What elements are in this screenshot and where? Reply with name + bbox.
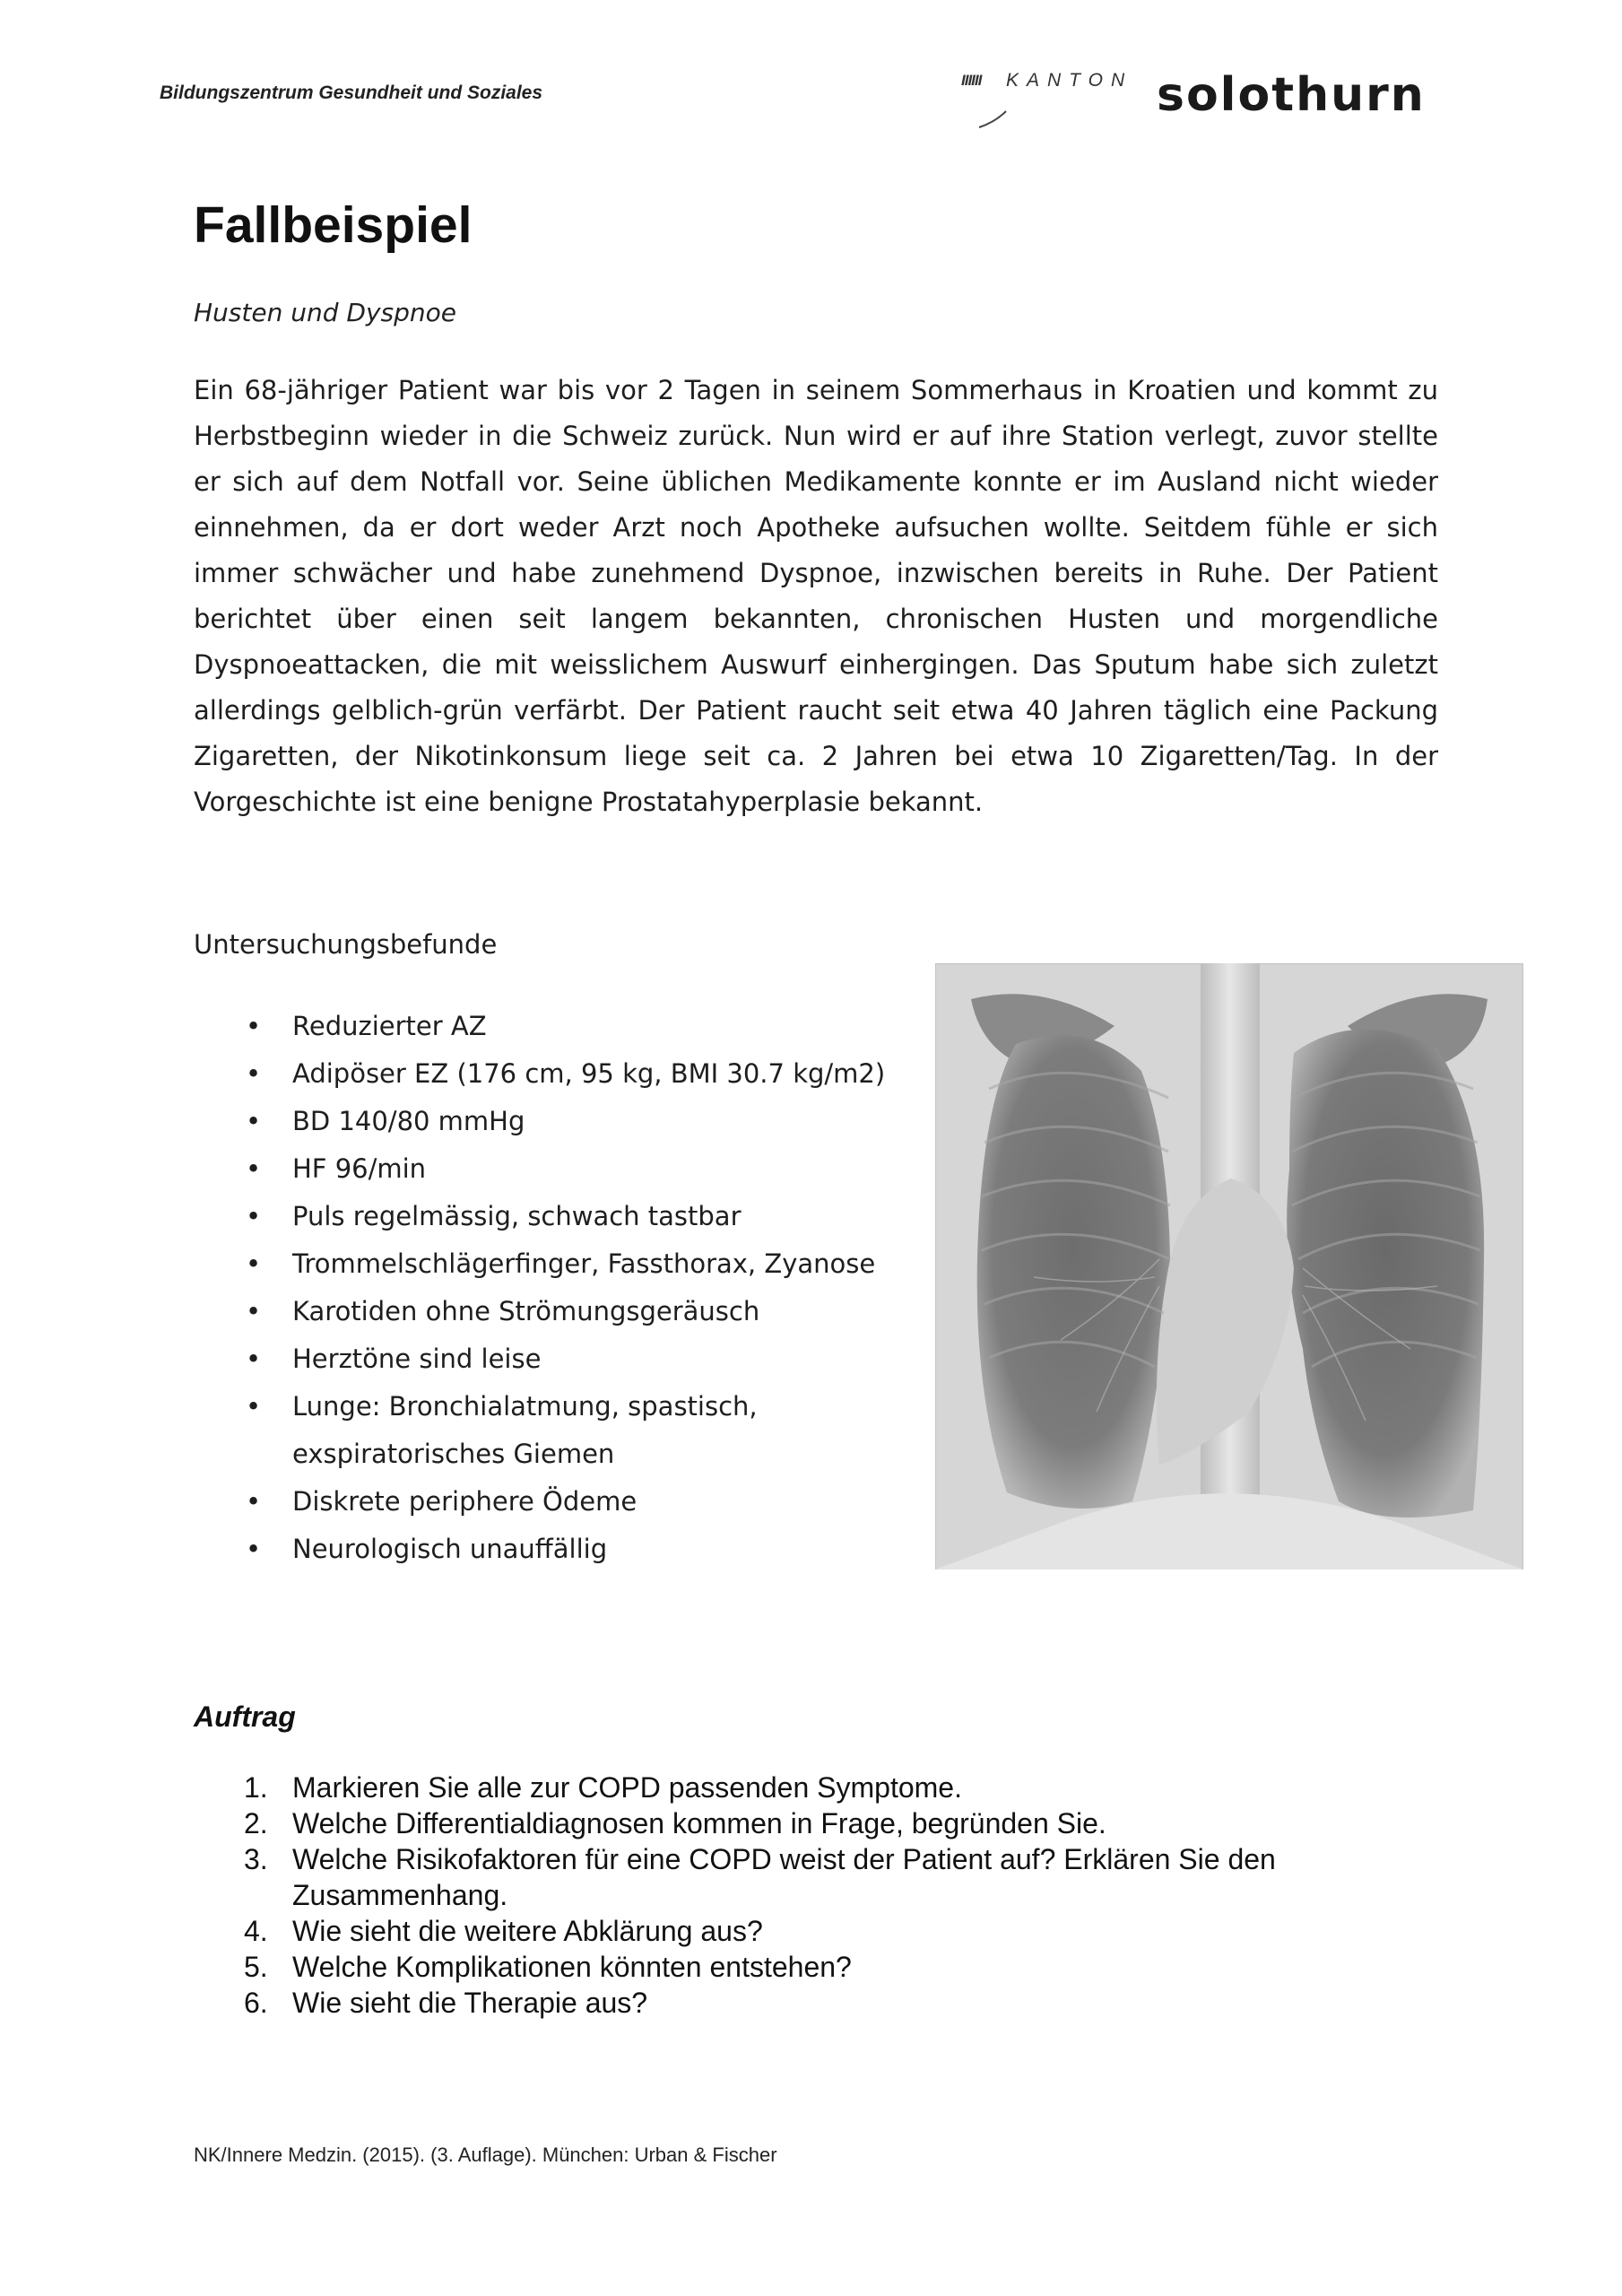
chest-xray-image	[935, 963, 1523, 1570]
list-item	[194, 1050, 938, 1098]
finding-text: Puls regelmässig, schwach tastbar	[292, 1201, 742, 1231]
finding-text: Neurologisch unauffällig	[292, 1534, 608, 1564]
list-item	[194, 1003, 938, 1050]
list-item	[194, 1805, 1359, 1841]
task-heading: Auftrag	[194, 1700, 296, 1733]
page-title: Fallbeispiel	[194, 196, 473, 254]
logo-swoosh-icon	[961, 59, 1445, 140]
bullet-icon: •	[246, 1106, 262, 1136]
bullet-icon: •	[246, 1486, 262, 1517]
list-item	[194, 1526, 938, 1573]
finding-text: BD 140/80 mmHg	[292, 1106, 525, 1136]
list-item	[194, 1288, 938, 1335]
logo-stripes: IIIIII	[961, 72, 982, 89]
bullet-icon: •	[246, 1296, 262, 1326]
bullet-icon: •	[246, 1344, 262, 1374]
finding-text: Lunge: Bronchialatmung, spastisch, exspiratorisches Giemen	[292, 1391, 758, 1469]
task-text: Welche Komplikationen könnten entstehen?	[292, 1951, 852, 1983]
task-text: Welche Differentialdiagnosen kommen in Frage, begründen Sie.	[292, 1807, 1106, 1839]
bullet-icon: •	[246, 1391, 262, 1422]
kanton-solothurn-logo	[961, 59, 1445, 140]
bullet-icon: •	[246, 1153, 262, 1184]
logo-solothurn: solothurn	[1157, 68, 1426, 122]
task-text: Welche Risikofaktoren für eine COPD weist der Patient auf? Erklären Sie den Zusammenhang.	[292, 1843, 1276, 1911]
task-number: 1.	[244, 1771, 268, 1804]
bullet-icon: •	[246, 1058, 262, 1089]
bullet-icon: •	[246, 1534, 262, 1564]
list-item	[194, 1949, 1359, 1985]
page-subtitle: Husten und Dyspnoe	[194, 298, 457, 327]
list-item	[194, 1098, 938, 1145]
list-item	[194, 1770, 1359, 1805]
list-item	[194, 1145, 938, 1193]
task-number: 2.	[244, 1807, 268, 1839]
bullet-icon: •	[246, 1248, 262, 1279]
source-citation: NK/Innere Medzin. (2015). (3. Auflage). München: Urban & Fischer	[194, 2144, 777, 2166]
task-number: 5.	[244, 1951, 268, 1983]
finding-text: Trommelschlägerfinger, Fassthorax, Zyanose	[292, 1248, 876, 1279]
logo-kanton: KANTON	[1006, 70, 1133, 91]
finding-text: Herztöne sind leise	[292, 1344, 542, 1374]
list-item	[194, 1913, 1359, 1949]
list-item	[194, 1841, 1359, 1913]
task-list	[194, 1770, 1359, 2021]
findings-heading: Untersuchungsbefunde	[194, 929, 498, 960]
finding-text: Karotiden ohne Strömungsgeräusch	[292, 1296, 760, 1326]
task-number: 6.	[244, 1987, 268, 2019]
bullet-icon: •	[246, 1011, 262, 1041]
task-text: Wie sieht die weitere Abklärung aus?	[292, 1915, 763, 1947]
case-description: Ein 68-jähriger Patient war bis vor 2 Tagen in seinem Sommerhaus in Kroatien und kommt zu Herbstbeginn wieder in die Schweiz zurück. Nun wird er auf ihre Station verlegt, zuvor stellte er sich auf dem Notfall vor. Seine üblichen Medikamente konnte er im Ausland nicht wieder einnehmen, da er dort weder Arzt noch Apotheke aufsuchen wollte. Seitdem fühle er sich immer schwächer und habe zunehmend Dyspnoe, inzwischen bereits in Ruhe. Der Patient berichtet über einen seit langem bekannten, chronischen Husten und morgendliche Dyspnoeattacken, die mit weisslichem Auswurf einhergingen. Das Sputum habe sich zuletzt allerdings gelblich-grün verfärbt. Der Patient raucht seit etwa 40 Jahren täglich eine Packung Zigaretten, der Nikotinkonsum liege seit ca. 2 Jahren bei etwa 10 Zigaretten/Tag. In der Vorgeschichte ist eine benigne Prostatahyperplasie bekannt.	[194, 375, 1438, 817]
finding-text: Diskrete periphere Ödeme	[292, 1486, 638, 1517]
finding-text: Reduzierter AZ	[292, 1011, 487, 1041]
list-item	[194, 1985, 1359, 2021]
list-item	[194, 1335, 938, 1383]
task-text: Markieren Sie alle zur COPD passenden Symptome.	[292, 1771, 962, 1804]
bullet-icon: •	[246, 1201, 262, 1231]
findings-list	[194, 1003, 938, 1573]
task-number: 4.	[244, 1915, 268, 1947]
task-text: Wie sieht die Therapie aus?	[292, 1987, 648, 2019]
finding-text: Adipöser EZ (176 cm, 95 kg, BMI 30.7 kg/m2)	[292, 1058, 886, 1089]
list-item	[194, 1240, 938, 1288]
task-number: 3.	[244, 1843, 268, 1875]
list-item	[194, 1193, 938, 1240]
institution-name: Bildungszentrum Gesundheit und Soziales	[160, 83, 543, 103]
list-item	[194, 1478, 938, 1526]
list-item	[194, 1383, 938, 1478]
finding-text: HF 96/min	[292, 1153, 427, 1184]
